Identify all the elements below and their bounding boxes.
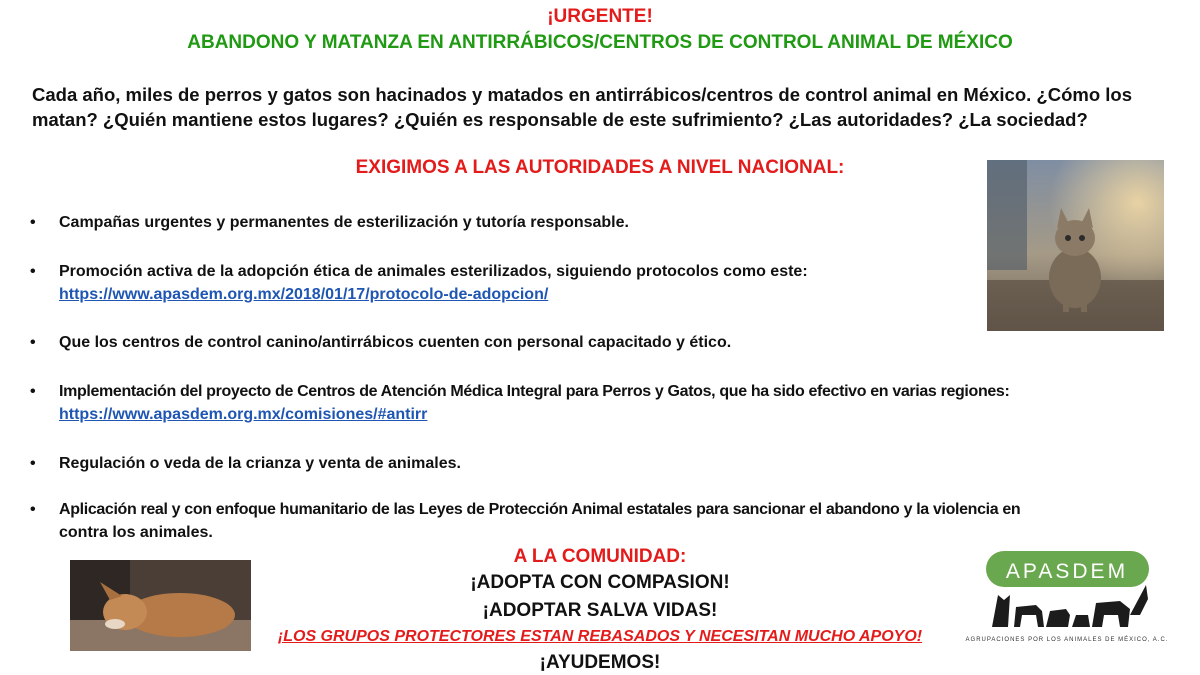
- bullet-icon: •: [30, 501, 36, 518]
- apasdem-logo: [965, 545, 1169, 645]
- bullet-icon: •: [30, 383, 36, 400]
- bullet-icon: •: [30, 334, 36, 351]
- community-line-4: ¡AYUDEMOS!: [539, 652, 661, 673]
- community-title: A LA COMUNIDAD:: [513, 546, 687, 567]
- community-line-3: ¡LOS GRUPOS PROTECTORES ESTAN REBASADOS Y NECESITAN MUCHO APOYO!: [277, 628, 923, 645]
- community-line-2: ¡ADOPTAR SALVA VIDAS!: [482, 600, 718, 621]
- logo-tagline: AGRUPACIONES POR LOS ANIMALES DE MÉXICO, A.C.: [965, 637, 1169, 643]
- bullet-text: Que los centros de control canino/antirrábicos cuenten con personal capacitado y ético.: [59, 334, 732, 351]
- dog-photo: [70, 560, 251, 651]
- urgent-title: ¡URGENTE!: [547, 6, 653, 27]
- bullet-text: Aplicación real y con enfoque humanitario de las Leyes de Protección Animal estatales para sancionar el abandono y la violencia en: [59, 501, 1021, 518]
- intro-paragraph: [32, 82, 1142, 132]
- bullet-icon: •: [30, 214, 36, 231]
- bullet-icon: •: [30, 263, 36, 280]
- bullet-text: Promoción activa de la adopción ética de animales esterilizados, siguiendo protocolos como este:: [59, 263, 808, 280]
- bullet-text: Regulación o veda de la crianza y venta de animales.: [59, 455, 461, 472]
- intro-line-1: Cada año, miles de perros y gatos son hacinados y matados en antirrábicos/centros de control animal en México. ¿Cómo los: [32, 84, 1133, 105]
- logo-name: APASDEM: [1005, 560, 1129, 583]
- bullet-text: Implementación del proyecto de Centros de Atención Médica Integral para Perros y Gatos, que ha sido efectivo en varias regiones:: [59, 383, 1010, 400]
- headline: ABANDONO Y MATANZA EN ANTIRRÁBICOS/CENTROS DE CONTROL ANIMAL DE MÉXICO: [187, 32, 1013, 53]
- bullet-text: Campañas urgentes y permanentes de esterilización y tutoría responsable.: [59, 214, 629, 231]
- kitten-photo: [987, 160, 1164, 331]
- demand-title: EXIGIMOS A LAS AUTORIDADES A NIVEL NACIONAL:: [355, 157, 845, 178]
- bullet-icon: •: [30, 455, 36, 472]
- bullet-text-cont: contra los animales.: [59, 524, 213, 541]
- adoption-protocol-link[interactable]: https://www.apasdem.org.mx/2018/01/17/protocolo-de-adopcion/: [59, 286, 549, 303]
- community-line-1: ¡ADOPTA CON COMPASION!: [470, 572, 730, 593]
- intro-line-2: matan? ¿Quién mantiene estos lugares? ¿Quién es responsable de este sufrimiento? ¿Las autoridades? ¿La sociedad?: [32, 109, 1088, 130]
- antirr-commission-link[interactable]: https://www.apasdem.org.mx/comisiones/#antirr: [59, 406, 428, 423]
